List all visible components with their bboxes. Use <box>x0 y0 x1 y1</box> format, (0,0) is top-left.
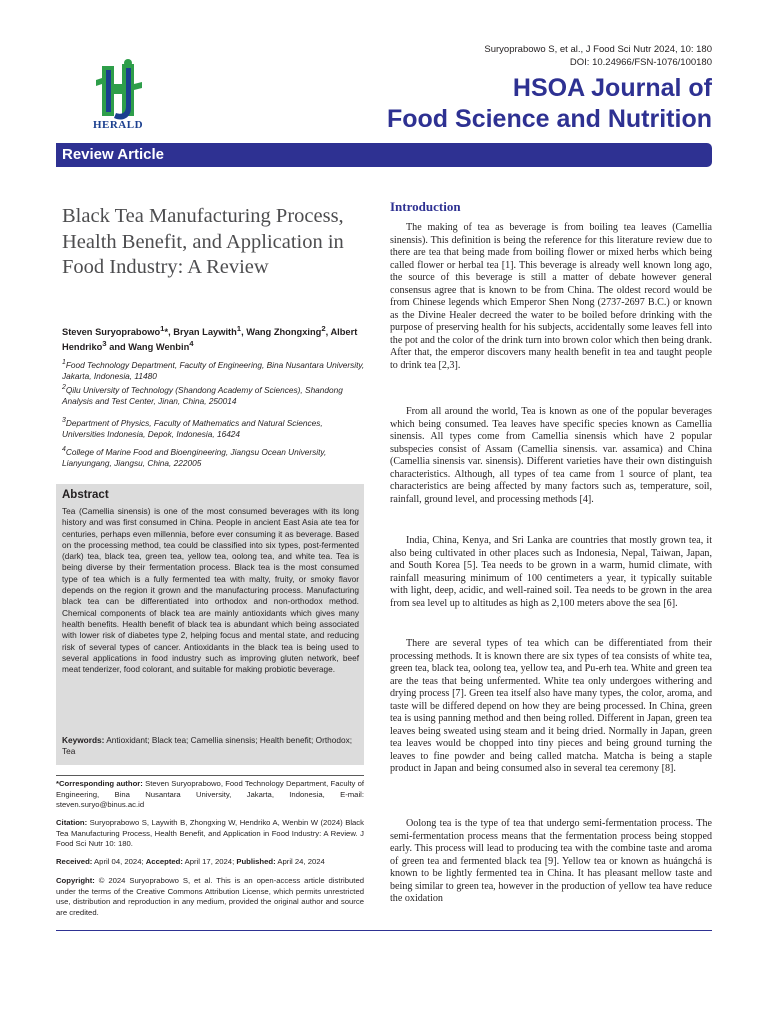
journal-title-line1: HSOA Journal of <box>512 74 712 102</box>
received-label: Received: <box>56 857 93 866</box>
affiliation-4: $^4$College of Marine Food and Bioengineering, Jiangsu Ocean University, Lianyungang, Jiangsu, China, 222005 <box>62 446 327 469</box>
introduction-heading: Introduction <box>390 199 461 214</box>
keywords-list: Antioxidant; Black tea; Camellia sinensis; Health benefit; Orthodox; Tea <box>62 735 353 757</box>
affiliation-1: $^1$Food Technology Department, Faculty of Engineering, Bina Nusantara University, Jakarta, Indonesia, 11480 <box>62 359 365 382</box>
copyright-label: Copyright: <box>56 876 95 885</box>
received-date: April 04, 2024; <box>92 857 146 866</box>
intro-paragraph: Oolong tea is the type of tea that undergo semi-fermentation process. The semi-fermentation process means that the fermentation process being stopped early. This process will lead to producing tea with the combine taste and aroma of green tea and fermented black tea [9]. Yellow tea or known as huángchá is known to be lightly fermented tea in China. It has pleasant mellow taste and being similar to green tea, however in the production of yellow tea have reduce the oxidation <box>390 818 712 904</box>
corr-label: *Corresponding author: <box>56 779 143 788</box>
page-bottom-rule <box>56 930 712 931</box>
article-dates <box>56 857 364 868</box>
footnote-divider <box>56 775 364 776</box>
doi-line[interactable]: DOI: 10.24966/FSN-1076/100180 <box>569 57 712 68</box>
abstract-text: Tea (Camellia sinensis) is one of the most consumed beverages with its long history and was first consumed in China. People in ancient East Asia ate tea for centuries, perhaps even millennia, before ever consuming it as beverage. Based on the processing method, tea could be classified into six types, post-fermented (dark) tea, black tea, green tea, yellow tea, oolong tea, and white tea. Tea is being diverse by their fermentation process. Black tea is the most consumed type of tea which is a fully fermented tea with malty, fruity, or smoky flavor depends on the region it grown and the manufacturing process. Manufacturing black tea can be differentiated into orthodox and non-orthodox method. Chemical components of black tea are mainly antioxidants which gives many health benefits. Health benefit of black tea is abundant which being associated with lower risk of diabetes type 2, helping focus and mental state, and reducing risk of several types of cancer. Antioxidants in the black tea is being used to several applications in food industry such as improving gluten network, beef meat tenderizer, food colorant, and suitable for making probiotic beverage. <box>62 506 359 675</box>
cite-label: Citation: <box>56 818 88 827</box>
header-citation <box>484 43 712 69</box>
copyright-text: © 2024 Suryoprabowo S, et al. This is an open-access article distributed under the terms of the Creative Commons Attribution License, which permits unrestricted use, distribution and reproduction in any medium, provided the original author and source are credited. <box>56 876 364 917</box>
intro-paragraph: There are several types of tea which can be differentiated from their processing methods. It is known there are six types of tea consists of white tea, green tea, black tea, oolong tea, yellow tea, and Pu-erh tea. White and green tea are the teas that being unfermented. White tea only undergoes withering and drying process [7]. Green tea itself also have many types, the color, aroma, and taste will be differed depend on how they are being processed. In China, green tea is using panning method and then being rolled. Different in Japan, green tea leaves being sweated using steam and it being dried. Normally in Japan, green tea leaves would be chopped into tiny pieces and being ground turning the leaves to fine powder and being called matcha. Matcha is being a staple product in Japan and being consumed also in several tea ceremony [8]. <box>390 638 712 774</box>
accepted-date: April 17, 2024; <box>182 857 237 866</box>
author-list: Steven Suryoprabowo$^1$*, Bryan Laywith$^1$, Wang Zhongxing$^2$, Albert Hendriko$^3$ and Wang Wenbin$^4$ <box>62 324 358 353</box>
intro-paragraph: The making of tea as beverage is from boiling tea leaves (Camellia sinensis). This definition is being the reference for this literature review due to there are tea that being made from boiling flower or mixed herbs which being called flower or herbal tea [1]. This beverage is already well known long ago, the source of this beverage is still a matter of debate however general consensus agree that is known to be from China. The oldest record would be from Chinese legends which Emperor Shen Nong (2737-2697 B.C.) or known as the Divine Healer decreed the water to be boiled before drinking with the purpose of preserving health for his subjects, accidentally some leaves fell into the pot and the color of the drink turn into brown color which then being drank. After that, the emperor discovers many health benefit in tea and taught people to drink tea [2,3]. <box>390 222 712 371</box>
article-title: Black Tea Manufacturing Process, Health Benefit, and Application in Food Industry: A Review <box>62 205 344 278</box>
accepted-label: Accepted: <box>145 857 183 866</box>
citation-note <box>56 818 364 850</box>
published-label: Published: <box>236 857 276 866</box>
affiliation-3: $^3$Department of Physics, Faculty of Mathematics and Natural Sciences, Universities Indonesia, Depok, Indonesia, 16424 <box>62 417 323 440</box>
journal-title-line2: Food Science and Nutrition <box>386 105 712 133</box>
article-type-label: Review Article <box>62 146 164 163</box>
keywords-label: Keywords: <box>62 735 105 745</box>
intro-paragraph: India, China, Kenya, and Sri Lanka are countries that mostly grown tea, it also being cultivated in other places such as Indonesia, Nepal, Taiwan, Japan, and South Korea [5]. Tea needs to be grown in a warm, humid climate, with rainfall measuring minimum of 100 centimeters a year, it typically suitable with light, deep, acidic, and well-rained soil. Tea needs to be grown in the area from sea level up to altitudes as high as 2,100 meters above the sea [6]. <box>390 535 712 609</box>
corr-text: Steven Suryoprabowo, Food Technology Department, Faculty of Engineering, Bina Nusantara University, Jakarta, Indonesia, E-mail: steven.suryo@binus.ac.id <box>56 779 364 809</box>
citation-line: Suryoprabowo S, et al., J Food Sci Nutr 2024, 10: 180 <box>484 44 712 55</box>
abstract-heading: Abstract <box>62 489 109 501</box>
keywords <box>62 735 359 758</box>
published-date: April 24, 2024 <box>275 857 325 866</box>
affiliation-2: $^2$Qilu University of Technology (Shandong Academy of Sciences), Shandong Analysis and Test Center, Jinan, China, 250014 <box>62 384 343 407</box>
corresponding-author <box>56 779 364 811</box>
copyright-note <box>56 876 364 918</box>
cite-text: Suryoprabowo S, Laywith B, Zhongxing W, Hendriko A, Wenbin W (2024) Black Tea Manufacturing Process, Health Benefit, and Application in Food Industry: A Review. J Food Sci Nutr 10: 180. <box>56 818 364 848</box>
logo-text: HERALD <box>92 119 144 131</box>
intro-paragraph: From all around the world, Tea is known as one of the popular beverages which being consumed. Tea leaves have specific species known as Camellia sinensis. All types come from Camellia sinensis which have 2 popular subspecies consist of Assam (Camellia sinensis. var. assamica) and China (Camellia sinensis var. sinensis). Different varieties have their own distinguish characteristics. Although, all types of tea came from 1 source of plant, tea characteristics are being affected by many factors such as, temperature, soil, rainfall, ground level, and processing methods [4]. <box>390 406 712 505</box>
